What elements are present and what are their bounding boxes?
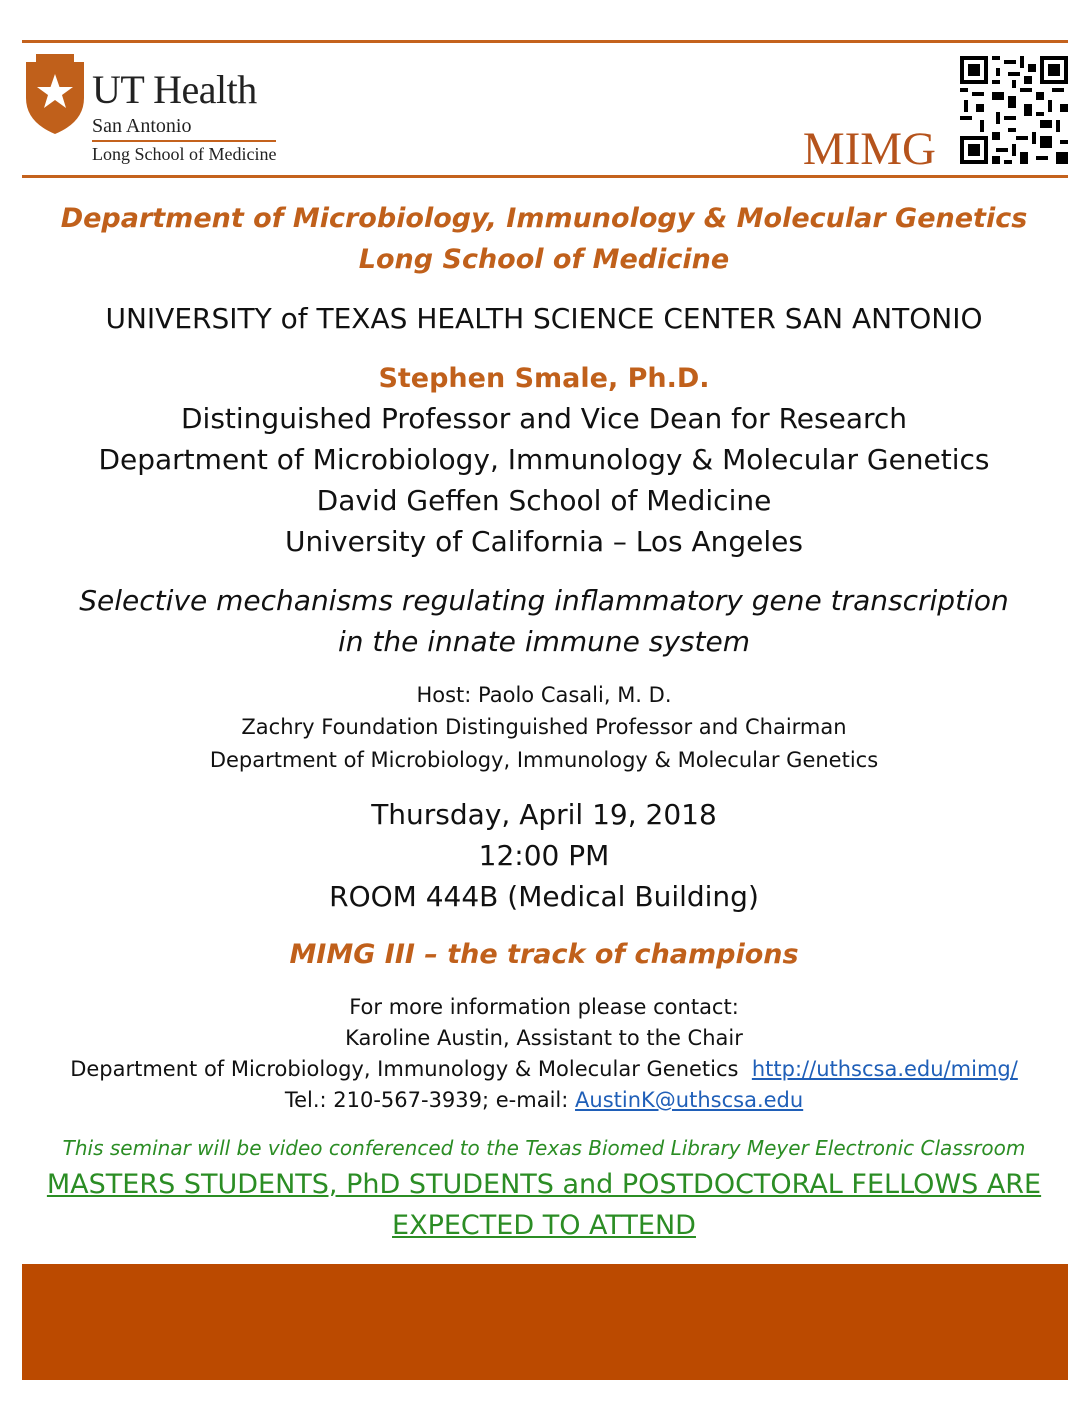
event-date: Thursday, April 19, 2018 [371,798,717,831]
top-rule [22,40,1068,43]
attendance-notice-line1[interactable]: MASTERS STUDENTS, PhD STUDENTS and POSTDOCTORAL FELLOWS ARE [46,1169,1042,1200]
speaker-title: Distinguished Professor and Vice Dean for Research [180,402,908,435]
contact-department: Department of Microbiology, Immunology & Molecular Genetics [70,1057,739,1081]
header [22,44,1068,176]
contact-person: Karoline Austin, Assistant to the Chair [345,1026,743,1050]
logo-school: Long School of Medicine [92,144,277,164]
host-department: Department of Microbiology, Immunology & Molecular Genetics [209,748,879,772]
speaker-school: David Geffen School of Medicine [316,484,772,517]
attendance-notice-line2[interactable]: EXPECTED TO ATTEND [392,1210,696,1241]
talk-title-line1: Selective mechanisms regulating inflammatory gene transcription [79,584,1009,617]
university-heading: UNIVERSITY of TEXAS HEALTH SCIENCE CENTER SAN ANTONIO [105,302,983,335]
footer-bar [22,1264,1068,1380]
event-time: 12:00 PM [478,839,610,872]
host-name: Host: Paolo Casali, M. D. [416,683,672,707]
contact-tel: Tel.: 210-567-3939; e-mail: [284,1088,569,1112]
event-location: ROOM 444B (Medical Building) [329,880,759,913]
logo-subtitle: San Antonio [92,114,276,142]
speaker-department: Department of Microbiology, Immunology & Molecular Genetics [98,443,990,476]
email-link[interactable]: AustinK@uthscsa.edu [575,1088,804,1112]
ut-shield-icon [22,52,88,136]
speaker-university: University of California – Los Angeles [284,525,803,558]
program-tag: MIMG [802,123,936,175]
contact-intro: For more information please contact: [349,995,739,1019]
department-school: Long School of Medicine [358,244,730,275]
talk-title-line2: in the innate immune system [338,625,750,658]
qr-code-icon[interactable] [960,56,1068,164]
host-title: Zachry Foundation Distinguished Professor and Chairman [241,715,847,739]
contact-tel-line [0,1086,1088,1114]
speaker-name: Stephen Smale, Ph.D. [378,363,710,394]
department-url-link[interactable]: http://uthscsa.edu/mimg/ [751,1057,1018,1081]
logo-text [92,67,277,166]
video-notice: This seminar will be video conferenced to the Texas Biomed Library Meyer Electronic Classroom [62,1136,1026,1160]
contact-department-line [0,1055,1088,1083]
department-title: Department of Microbiology, Immunology & Molecular Genetics [60,203,1028,234]
logo-title: UT Health [92,67,257,112]
tagline: MIMG III – the track of champions [289,939,799,970]
